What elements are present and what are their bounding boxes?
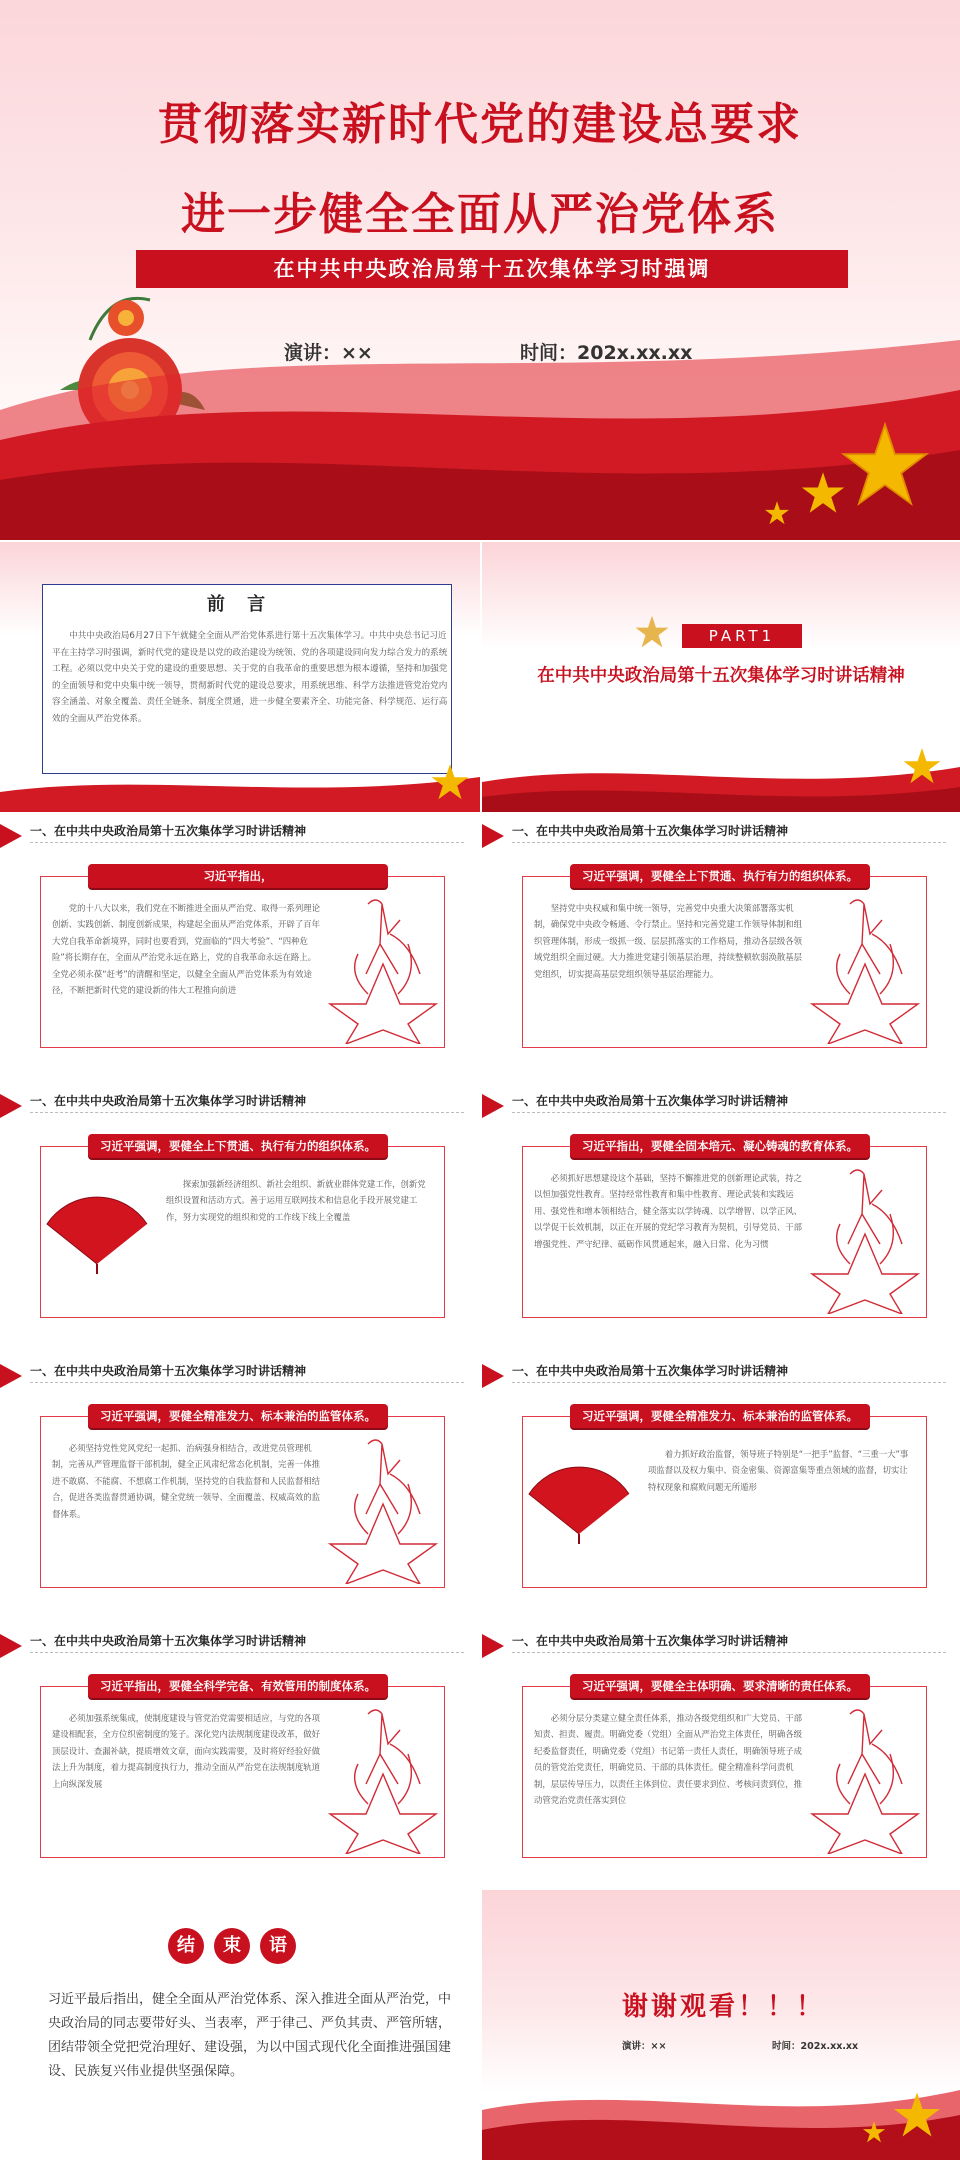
- divider: [30, 1652, 464, 1653]
- red-ribbon-decoration: [482, 752, 960, 812]
- section-header: [482, 1084, 960, 1116]
- divider: [512, 842, 946, 843]
- section-header-text: 一、在中共中央政治局第十五次集体学习时讲话精神: [512, 824, 789, 838]
- worker-statue-icon: [810, 1704, 920, 1854]
- section-header: [482, 1354, 960, 1386]
- content-badge: 习近平强调，要健全上下贯通、执行有力的组织体系。: [570, 864, 870, 888]
- content-slide: [482, 1354, 960, 1624]
- content-text: 必须加强系统集成，使制度建设与管党治党需要相适应，与党的各项建设相配套，全方位织密制度的笼子。深化党内法规制度建设改革，做好顶层设计、查漏补缺，提质增效文章，面向实践需要，及时将好经验好做法上升为制度，着力提高制度执行力，推动全面从严治党在法规制度轨道上向纵深发展: [52, 1713, 321, 1789]
- section-header-text: 一、在中共中央政治局第十五次集体学习时讲话精神: [512, 1634, 789, 1648]
- worker-statue-icon: [328, 894, 438, 1044]
- part1-slide: [482, 542, 960, 812]
- content-slide: [482, 1084, 960, 1354]
- section-header: [0, 1354, 478, 1386]
- content-slide: [0, 814, 478, 1084]
- divider: [30, 1112, 464, 1113]
- worker-statue-icon: [328, 1704, 438, 1854]
- content-slide: [0, 1354, 478, 1624]
- content-slide: [482, 814, 960, 1084]
- cover-speaker: 演讲：××: [284, 342, 373, 364]
- ending-title-char: 结: [168, 1928, 204, 1964]
- triangle-marker-icon: [482, 1364, 504, 1388]
- content-text: 探索加强新经济组织、新社会组织、新就业群体党建工作，创新党组织设置和活动方式。善于运用互联网技术和信息化手段开展党建工作，努力实现党的组织和党的工作线下线上全覆盖: [166, 1179, 426, 1222]
- cover-subtitle: 在中共中央政治局第十五次集体学习时强调: [136, 250, 848, 288]
- content-badge: 习近平强调，要健全精准发力、标本兼治的监管体系。: [570, 1404, 870, 1428]
- section-header: [0, 1624, 478, 1656]
- gold-star-icon: [902, 746, 942, 786]
- divider: [30, 842, 464, 843]
- section-header: [482, 1624, 960, 1656]
- content-slide: [0, 1624, 478, 1894]
- cover-date: 时间：202x.xx.xx: [520, 342, 693, 364]
- divider: [512, 1112, 946, 1113]
- section-header: [482, 814, 960, 846]
- content-text: 必须分层分类建立健全责任体系，推动各级党组织和广大党员、干部知责、担责、履责。明确党委（党组）全面从严治党主体责任，明确各级纪委监督责任，明确党委（党组）书记第一责任人责任，明确领导班子成员的管党治党责任，明确党员、干部的具体责任。健全精准科学问责机制，层层传导压力，以责任主体到位、责任要求到位、考核问责到位，推动管党治党责任落实到位: [534, 1713, 803, 1806]
- thanks-title: 谢谢观看！！！: [622, 1992, 826, 2022]
- triangle-marker-icon: [0, 1094, 22, 1118]
- worker-statue-icon: [328, 1434, 438, 1584]
- thanks-slide: [482, 1890, 960, 2160]
- cover-title-line1: 贯彻落实新时代党的建设总要求: [158, 99, 802, 150]
- ending-title-char: 束: [214, 1928, 250, 1964]
- part1-tag: PART1: [682, 624, 802, 648]
- content-badge: 习近平强调，要健全主体明确、要求清晰的责任体系。: [570, 1674, 870, 1698]
- triangle-marker-icon: [0, 824, 22, 848]
- content-text: 坚持党中央权威和集中统一领导，完善党中央重大决策部署落实机制，确保党中央政令畅通、令行禁止。坚持和完善党建工作领导体制和组织管理体制，形成一级抓一级、层层抓落实的工作格局，推动各层级各领域党组织全面过硬。大力推进党建引领基层治理，持续整顿软弱涣散基层党组织，切实提高基层党组织领导基层治理能力。: [534, 903, 802, 979]
- preface-text: 中共中央政治局6月27日下午就健全全面从严治党体系进行第十五次集体学习。中共中央总书记习近平在主持学习时强调，新时代党的建设是以党的政治建设为统领、党的各项建设同向发力综合发力的系统工程。必须以党中央关于党的建设的重要思想、关于党的自我革命的重要思想为根本遵循，坚持和加强党的全面领导和党中央集中统一领导，贯彻新时代党的建设总要求，用系统思维、科学方法推进管党治党内容全涵盖、对象全覆盖、责任全链条、制度全贯通，进一步健全要素齐全、功能完备、科学规范、运行高效的全面从严治党体系。: [52, 631, 448, 724]
- red-ribbon-decoration: [0, 762, 480, 812]
- section-header-text: 一、在中共中央政治局第十五次集体学习时讲话精神: [512, 1364, 789, 1378]
- preface-title: 前 言: [206, 594, 274, 615]
- content-text: 必须坚持党性党风党纪一起抓、治病强身相结合，改进党员管理机制，完善从严管理监督干部机制，健全正风肃纪常态化机制，完善一体推进不敢腐、不能腐、不想腐工作机制，坚持党的自我监督和人民监督相结合，促进各类监督贯通协调，健全党统一领导、全面覆盖、权威高效的监督体系。: [52, 1443, 320, 1519]
- cover-slide: [0, 0, 960, 540]
- gold-star-icon: [764, 500, 790, 526]
- preface-slide: [0, 542, 480, 812]
- content-text: 党的十八大以来，我们党在不断推进全面从严治党、取得一系列理论创新、实践创新、制度创新成果，构建起全面从严治党体系，开辟了百年大党自我革命新境界，同时也要看到，党面临的“四大考验”、“四种危险”将长期存在，全面从严治党永远在路上，党的自我革命永远在路上。全党必须永葆“赶考”的清醒和坚定，以健全全面从严治党体系为有效途径，不断把新时代党的建设新的伟大工程推向前进: [52, 903, 321, 996]
- content-badge: 习近平指出，要健全科学完备、有效管用的制度体系。: [88, 1674, 388, 1698]
- ending-text: 习近平最后指出，健全全面从严治党体系、深入推进全面从严治党，中央政治局的同志要带好头、当表率，严于律己、严负其责、严管所辖，团结带领全党把党治理好、建设强，为以中国式现代化全面推进强国建设、民族复兴伟业提供坚强保障。: [48, 1992, 452, 2079]
- content-badge: 习近平指出，要健全固本培元、凝心铸魂的教育体系。: [570, 1134, 870, 1158]
- part1-title: 在中共中央政治局第十五次集体学习时讲话精神: [537, 666, 905, 686]
- content-badge: 习近平指出，: [88, 864, 388, 888]
- triangle-marker-icon: [482, 1634, 504, 1658]
- gold-star-icon: [840, 420, 930, 510]
- content-badge: 习近平强调，要健全上下贯通、执行有力的组织体系。: [88, 1134, 388, 1158]
- gold-star-icon: [800, 470, 846, 516]
- red-fan-icon: [42, 1194, 152, 1274]
- gold-star-icon: [862, 2120, 886, 2144]
- thanks-date: 时间：202x.xx.xx: [772, 2041, 859, 2052]
- section-header-text: 一、在中共中央政治局第十五次集体学习时讲话精神: [30, 1094, 307, 1108]
- worker-statue-icon: [810, 1164, 920, 1314]
- divider: [512, 1382, 946, 1383]
- gold-star-icon: [892, 2090, 942, 2140]
- triangle-marker-icon: [0, 1634, 22, 1658]
- ending-title-char: 语: [260, 1928, 296, 1964]
- gold-star-icon: [430, 762, 470, 802]
- cover-title-line2: 进一步健全全面从严治党体系: [181, 189, 779, 240]
- section-header-text: 一、在中共中央政治局第十五次集体学习时讲话精神: [30, 1634, 307, 1648]
- content-slide: [482, 1624, 960, 1894]
- section-header-text: 一、在中共中央政治局第十五次集体学习时讲话精神: [512, 1094, 789, 1108]
- section-header: [0, 814, 478, 846]
- red-fan-icon: [524, 1464, 634, 1544]
- section-header-text: 一、在中共中央政治局第十五次集体学习时讲话精神: [30, 824, 307, 838]
- section-header: [0, 1084, 478, 1116]
- triangle-marker-icon: [0, 1364, 22, 1388]
- section-header-text: 一、在中共中央政治局第十五次集体学习时讲话精神: [30, 1364, 307, 1378]
- content-slide: [0, 1084, 478, 1354]
- content-badge: 习近平强调，要健全精准发力、标本兼治的监管体系。: [88, 1404, 388, 1428]
- triangle-marker-icon: [482, 824, 504, 848]
- content-text: 着力抓好政治监督，领导班子特别是“一把手”监督、“三重一大”事项监督以及权力集中、资金密集、资源富集等重点领域的监督，切实让特权现象和腐败问题无所遁形: [648, 1449, 909, 1492]
- worker-statue-icon: [810, 894, 920, 1044]
- thanks-speaker: 演讲：××: [622, 2041, 667, 2052]
- triangle-marker-icon: [482, 1094, 504, 1118]
- gold-star-icon: [634, 614, 670, 650]
- divider: [30, 1382, 464, 1383]
- ending-slide: [0, 1888, 480, 2160]
- content-text: 必须抓好思想建设这个基础，坚持不懈推进党的创新理论武装，持之以恒加强党性教育。坚持经常性教育和集中性教育、理论武装和实践运用、强党性和增本领相结合，健全落实以学铸魂、以学增智、以学正风、以学促干长效机制，以正在开展的党纪学习教育为契机，引导党员、干部增强党性、严守纪律、砥砺作风贯通起来，融入日常、化为习惯: [534, 1173, 803, 1249]
- red-ribbon-decoration: [482, 2070, 960, 2160]
- divider: [512, 1652, 946, 1653]
